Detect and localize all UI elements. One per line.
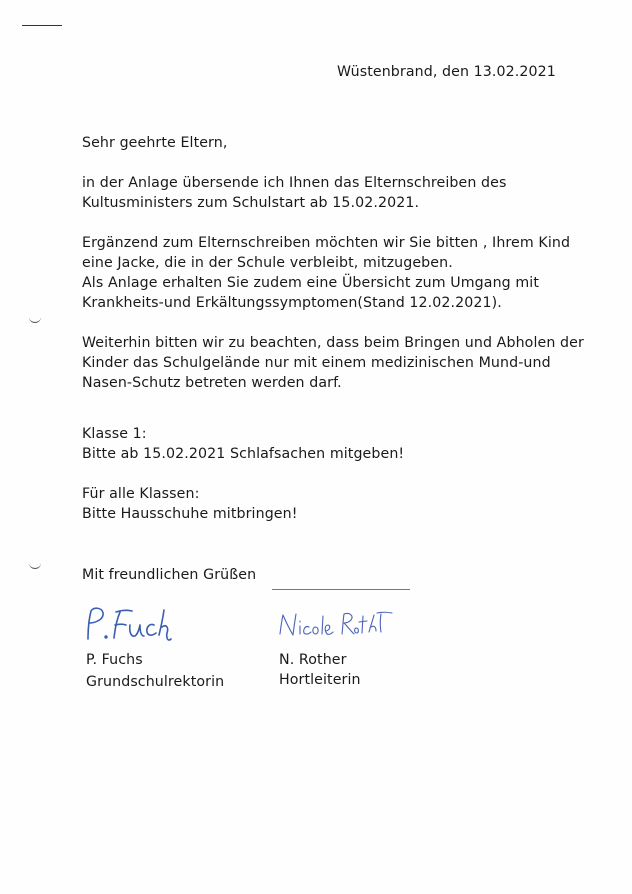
paragraph-1-line: in der Anlage übersende ich Ihnen das Elternschreiben des [82,175,507,191]
paragraph-3-line: Nasen-Schutz betreten werden darf. [82,375,342,391]
signatory-role-fuchs: Grundschulrektorin [86,674,225,690]
paragraph-2-line: Krankheits-und Erkältungssymptomen(Stand 12.02.2021). [82,295,502,311]
signature-line [272,589,410,590]
signature-fuchs [70,605,180,645]
signatory-name-fuchs: P. Fuchs [86,652,143,668]
punch-hole-mark [29,562,41,569]
punch-hole-mark [29,316,41,323]
closing-greeting: Mit freundlichen Grüßen [82,567,257,583]
scan-edge-mark [22,25,62,26]
paragraph-2-line: eine Jacke, die in der Schule verbleibt, mitzugeben. [82,255,453,271]
paragraph-2-line: Als Anlage erhalten Sie zudem eine Übersicht zum Umgang mit [82,275,540,291]
signature-rother [278,610,394,640]
all-classes-heading: Für alle Klassen: [82,486,200,502]
all-classes-note: Bitte Hausschuhe mitbringen! [82,506,298,522]
paragraph-3-line: Weiterhin bitten wir zu beachten, dass beim Bringen und Abholen der [82,335,584,351]
paragraph-3-line: Kinder das Schulgelände nur mit einem medizinischen Mund-und [82,355,551,371]
class1-note: Bitte ab 15.02.2021 Schlafsachen mitgeben! [82,446,405,462]
salutation: Sehr geehrte Eltern, [82,135,228,151]
class1-heading: Klasse 1: [82,426,147,442]
paragraph-1-line: Kultusministers zum Schulstart ab 15.02.2021. [82,195,420,211]
signatory-name-rother: N. Rother [279,652,347,668]
signatory-role-rother: Hortleiterin [279,672,361,688]
place-date: Wüstenbrand, den 13.02.2021 [337,64,556,80]
paragraph-2-line: Ergänzend zum Elternschreiben möchten wir Sie bitten , Ihrem Kind [82,235,571,251]
